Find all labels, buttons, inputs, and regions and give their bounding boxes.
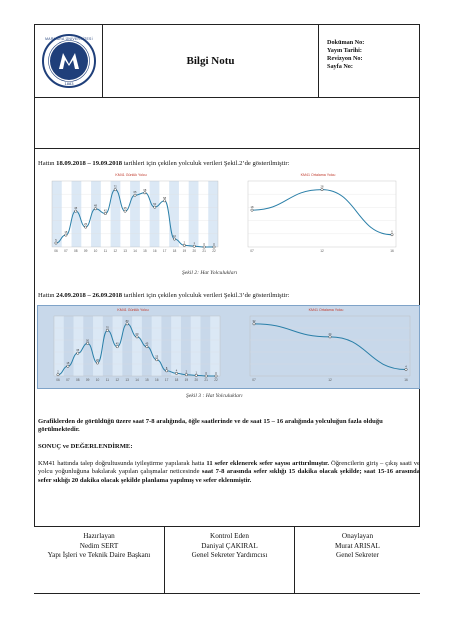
data-point: [321, 188, 323, 190]
x-tick-label: 16: [154, 378, 159, 382]
university-logo: [35, 25, 103, 97]
chart-daily-1: [38, 172, 224, 258]
p4-part-d: saat 7-8 arasında sefer sıklığı 15 dakika olacak şekilde; saat 15-16 arasında sefer sıklığı 20 dakika olacak şekilde planlama yapılmış ve sefer eklenmiştir.: [38, 468, 420, 484]
data-point: [144, 192, 146, 194]
data-point: [193, 245, 195, 247]
data-label: 4: [405, 365, 407, 369]
x-tick-label: 12: [113, 249, 118, 253]
chart-stripe: [150, 181, 160, 247]
signature-approved: [294, 526, 420, 594]
figure-caption-2: Şekil 3 : Hat Yolculukları: [186, 393, 243, 399]
sig-title: Genel Sekreter: [336, 551, 379, 559]
x-tick-label: 21: [202, 249, 206, 253]
data-label: 48: [94, 204, 97, 208]
x-tick-label: 06: [56, 378, 60, 382]
x-tick-label: 08: [73, 249, 78, 253]
chart-svg: [40, 307, 226, 387]
chart-stripe: [152, 316, 162, 376]
sig-name: Murat ARISAL: [335, 541, 380, 550]
data-label: 50: [153, 203, 157, 207]
data-point: [391, 234, 393, 236]
x-tick-label: 09: [85, 378, 90, 382]
data-label: 68: [143, 188, 147, 192]
x-tick-label: 07: [66, 378, 70, 382]
chart-average-1: [234, 172, 402, 258]
data-label: 15: [64, 231, 68, 235]
x-tick-label: 17: [162, 249, 167, 253]
data-label: 42: [103, 209, 107, 213]
chart-stripe: [52, 181, 62, 247]
x-tick-label: 07: [64, 249, 68, 253]
data-point: [203, 246, 205, 248]
data-point: [205, 375, 207, 377]
data-label: 24: [328, 332, 332, 336]
data-label: 1: [195, 371, 197, 375]
x-tick-label: 12: [328, 378, 332, 382]
chart-average-2: [236, 307, 416, 387]
document-header: [34, 24, 420, 98]
data-label: 60: [135, 332, 139, 336]
data-point: [173, 238, 175, 240]
data-label: 25: [155, 355, 159, 359]
x-tick-label: 11: [103, 249, 108, 253]
x-tick-label: 11: [105, 378, 110, 382]
data-label: 45: [123, 207, 127, 211]
chart-title: KM41 Ortalama Yolcu: [300, 173, 336, 177]
data-point: [124, 210, 126, 212]
meta-revision-no: Revizyon No:: [327, 55, 363, 62]
chart-stripe: [208, 181, 218, 247]
data-label: 45: [74, 207, 78, 211]
x-tick-label: 22: [212, 249, 216, 253]
data-point: [154, 206, 156, 208]
data-point: [253, 323, 255, 325]
data-point: [215, 375, 217, 377]
svg-text:1883: 1883: [64, 81, 73, 86]
data-label: 0: [203, 243, 205, 246]
x-tick-label: 20: [192, 249, 197, 253]
p2-prefix: Hattın: [38, 292, 57, 299]
chart-svg: [236, 307, 416, 387]
x-tick-label: 22: [214, 378, 218, 382]
data-point: [94, 208, 96, 210]
x-tick-label: 12: [320, 249, 324, 253]
chart-stripe: [191, 316, 201, 376]
data-point: [329, 336, 331, 338]
data-point: [104, 212, 106, 214]
p4-part-b: 11 sefer eklenerek sefer sayısı arttırılmıştır.: [206, 460, 330, 467]
p4-part-c: Öğrencilerin giriş – çıkış saati ve yolcu yoğunluğuna bakılarak yapılan çalışmalar neticesinde: [38, 460, 420, 476]
x-tick-label: 12: [115, 378, 120, 382]
svg-text:MARMARA ÜNİVERSİTESİ: MARMARA ÜNİVERSİTESİ: [44, 37, 93, 41]
x-tick-label: 09: [83, 249, 88, 253]
meta-doc-no: Doküman No:: [327, 39, 365, 46]
data-label: 45: [145, 342, 149, 346]
x-tick-label: 13: [125, 378, 129, 382]
data-point: [126, 323, 128, 325]
conclusion-heading: SONUÇ ve DEĞERLENDİRME:: [38, 443, 133, 450]
data-point: [57, 373, 59, 375]
figure-caption-1: Şekil 2: Hat Yolculukları: [182, 270, 238, 276]
data-label: 80: [125, 319, 129, 323]
data-point: [213, 246, 215, 248]
x-tick-label: 20: [194, 378, 199, 382]
findings-paragraph: Grafiklerden de görüldüğü üzere saat 7-8 aralığında, öğle saatlerinde ve de saat 15 – 16 aralığında yolculuğun fazla olduğu görülmektedir.: [38, 418, 383, 434]
x-tick-label: 16: [152, 249, 157, 253]
data-label: 15: [66, 362, 70, 366]
data-point: [96, 362, 98, 364]
x-tick-label: 18: [172, 249, 177, 253]
sig-role: Onaylayan: [341, 532, 374, 540]
data-label: 20: [96, 358, 99, 362]
data-label: 6: [391, 230, 393, 234]
data-point: [195, 374, 197, 376]
chart-title: KM41 Günlük Yolcu: [115, 173, 147, 177]
chart-svg: [234, 172, 402, 258]
chart-daily-2: [40, 307, 226, 387]
data-point: [183, 244, 185, 246]
data-label: 4: [175, 369, 178, 373]
chart-stripe: [93, 316, 103, 376]
sig-role: Kontrol Eden: [210, 532, 249, 540]
x-tick-label: 15: [145, 378, 149, 382]
p1-suffix: tarihleri için çekilen yolculuk verileri Şekil.2’de gösterilmiştir:: [122, 160, 290, 167]
document-meta: [319, 25, 419, 97]
sig-name: Daniyal ÇAKIRAL: [201, 541, 258, 550]
x-tick-label: 19: [182, 249, 187, 253]
chart-stripe: [91, 181, 101, 247]
data-point: [67, 365, 69, 367]
data-point: [55, 242, 57, 244]
x-tick-label: 21: [204, 378, 208, 382]
data-point: [146, 345, 148, 347]
chart-svg: [38, 172, 224, 258]
data-point: [65, 234, 67, 236]
data-label: 2: [185, 370, 188, 374]
meta-publish-date: Yayın Tarihi:: [327, 47, 362, 54]
data-label: 18: [250, 206, 254, 210]
data-point: [175, 372, 177, 374]
sig-title: Genel Sekreter Yardımcısı: [191, 551, 268, 559]
x-tick-label: 16: [404, 378, 408, 382]
p4-part-a: KM41 hattında talep doğrultusunda iyileştirme yapılarak hatta: [38, 460, 207, 467]
data-label: 28: [320, 185, 324, 189]
chart-stripe: [54, 316, 64, 376]
data-point: [136, 336, 138, 338]
data-point: [156, 358, 158, 360]
chart-stripe: [171, 316, 181, 376]
data-label: 25: [84, 223, 88, 227]
data-label: 0: [213, 243, 215, 246]
chart-title: KM41 Günlük Yolcu: [117, 308, 149, 312]
data-point: [86, 342, 88, 344]
data-label: 2: [57, 370, 59, 374]
document-title: Bilgi Notu: [103, 25, 319, 97]
series-line: [254, 324, 406, 370]
data-label: 2: [183, 241, 186, 245]
signature-prepared: [34, 526, 164, 594]
chart-stripe: [189, 181, 199, 247]
data-point: [114, 188, 116, 190]
x-tick-label: 14: [135, 378, 139, 382]
p1-dates: 18.09.2018 – 19.09.2018: [56, 160, 123, 167]
x-tick-label: 07: [252, 378, 256, 382]
p2-suffix: tarihleri için çekilen yolculuk verileri Şekil.3’de gösterilmiştir:: [122, 292, 290, 299]
data-label: 1: [193, 242, 195, 246]
x-tick-label: 19: [184, 378, 189, 382]
data-point: [251, 209, 253, 211]
meta-page-no: Sayfa No:: [327, 63, 353, 70]
x-tick-label: 18: [174, 378, 179, 382]
divider: [34, 148, 420, 149]
data-point: [165, 370, 167, 372]
data-label: 45: [115, 342, 119, 346]
data-label: 0: [215, 372, 217, 375]
data-label: 5: [55, 239, 57, 243]
data-point: [84, 226, 86, 228]
data-point: [116, 345, 118, 347]
chart-title: KM41 Ortalama Yolcu: [308, 308, 344, 312]
data-label: 65: [133, 191, 137, 195]
logo-seal-icon: [41, 33, 97, 89]
x-tick-label: 17: [164, 378, 169, 382]
conclusion-paragraph: [38, 460, 420, 485]
x-tick-label: 07: [250, 249, 254, 253]
data-label: 35: [76, 349, 80, 353]
chart-stripe: [210, 316, 220, 376]
data-label: 10: [173, 235, 176, 239]
series-line: [252, 190, 392, 235]
p2-dates: 24.09.2018 – 26.09.2018: [56, 292, 123, 299]
x-tick-label: 08: [75, 378, 80, 382]
data-label: 50: [86, 339, 90, 343]
x-tick-label: 06: [54, 249, 58, 253]
x-tick-label: 16: [390, 249, 394, 253]
data-label: 72: [113, 185, 117, 189]
chart-stripe: [132, 316, 142, 376]
chart-stripe: [74, 316, 84, 376]
data-label: 58: [163, 196, 167, 200]
signature-controlled: [164, 526, 294, 594]
data-label: 0: [205, 372, 207, 375]
x-tick-label: 15: [143, 249, 147, 253]
data-point: [405, 368, 407, 370]
sig-name: Nedim SERT: [79, 541, 119, 550]
data-label: 32: [252, 319, 256, 323]
data-point: [77, 352, 79, 354]
sig-title: Yapı İşleri ve Teknik Daire Başkanı: [47, 551, 151, 559]
intro-paragraph-2: [38, 292, 289, 300]
x-tick-label: 10: [93, 249, 98, 253]
intro-paragraph-1: [38, 160, 289, 168]
data-point: [106, 329, 108, 331]
x-tick-label: 13: [123, 249, 127, 253]
sig-role: Hazırlayan: [83, 532, 115, 540]
x-tick-label: 10: [95, 378, 100, 382]
data-label: 70: [105, 326, 109, 330]
p1-prefix: Hattın: [38, 160, 57, 167]
data-point: [185, 373, 187, 375]
x-tick-label: 14: [133, 249, 137, 253]
data-point: [134, 194, 136, 196]
data-point: [163, 200, 165, 202]
data-label: 8: [165, 366, 168, 370]
data-point: [75, 210, 77, 212]
